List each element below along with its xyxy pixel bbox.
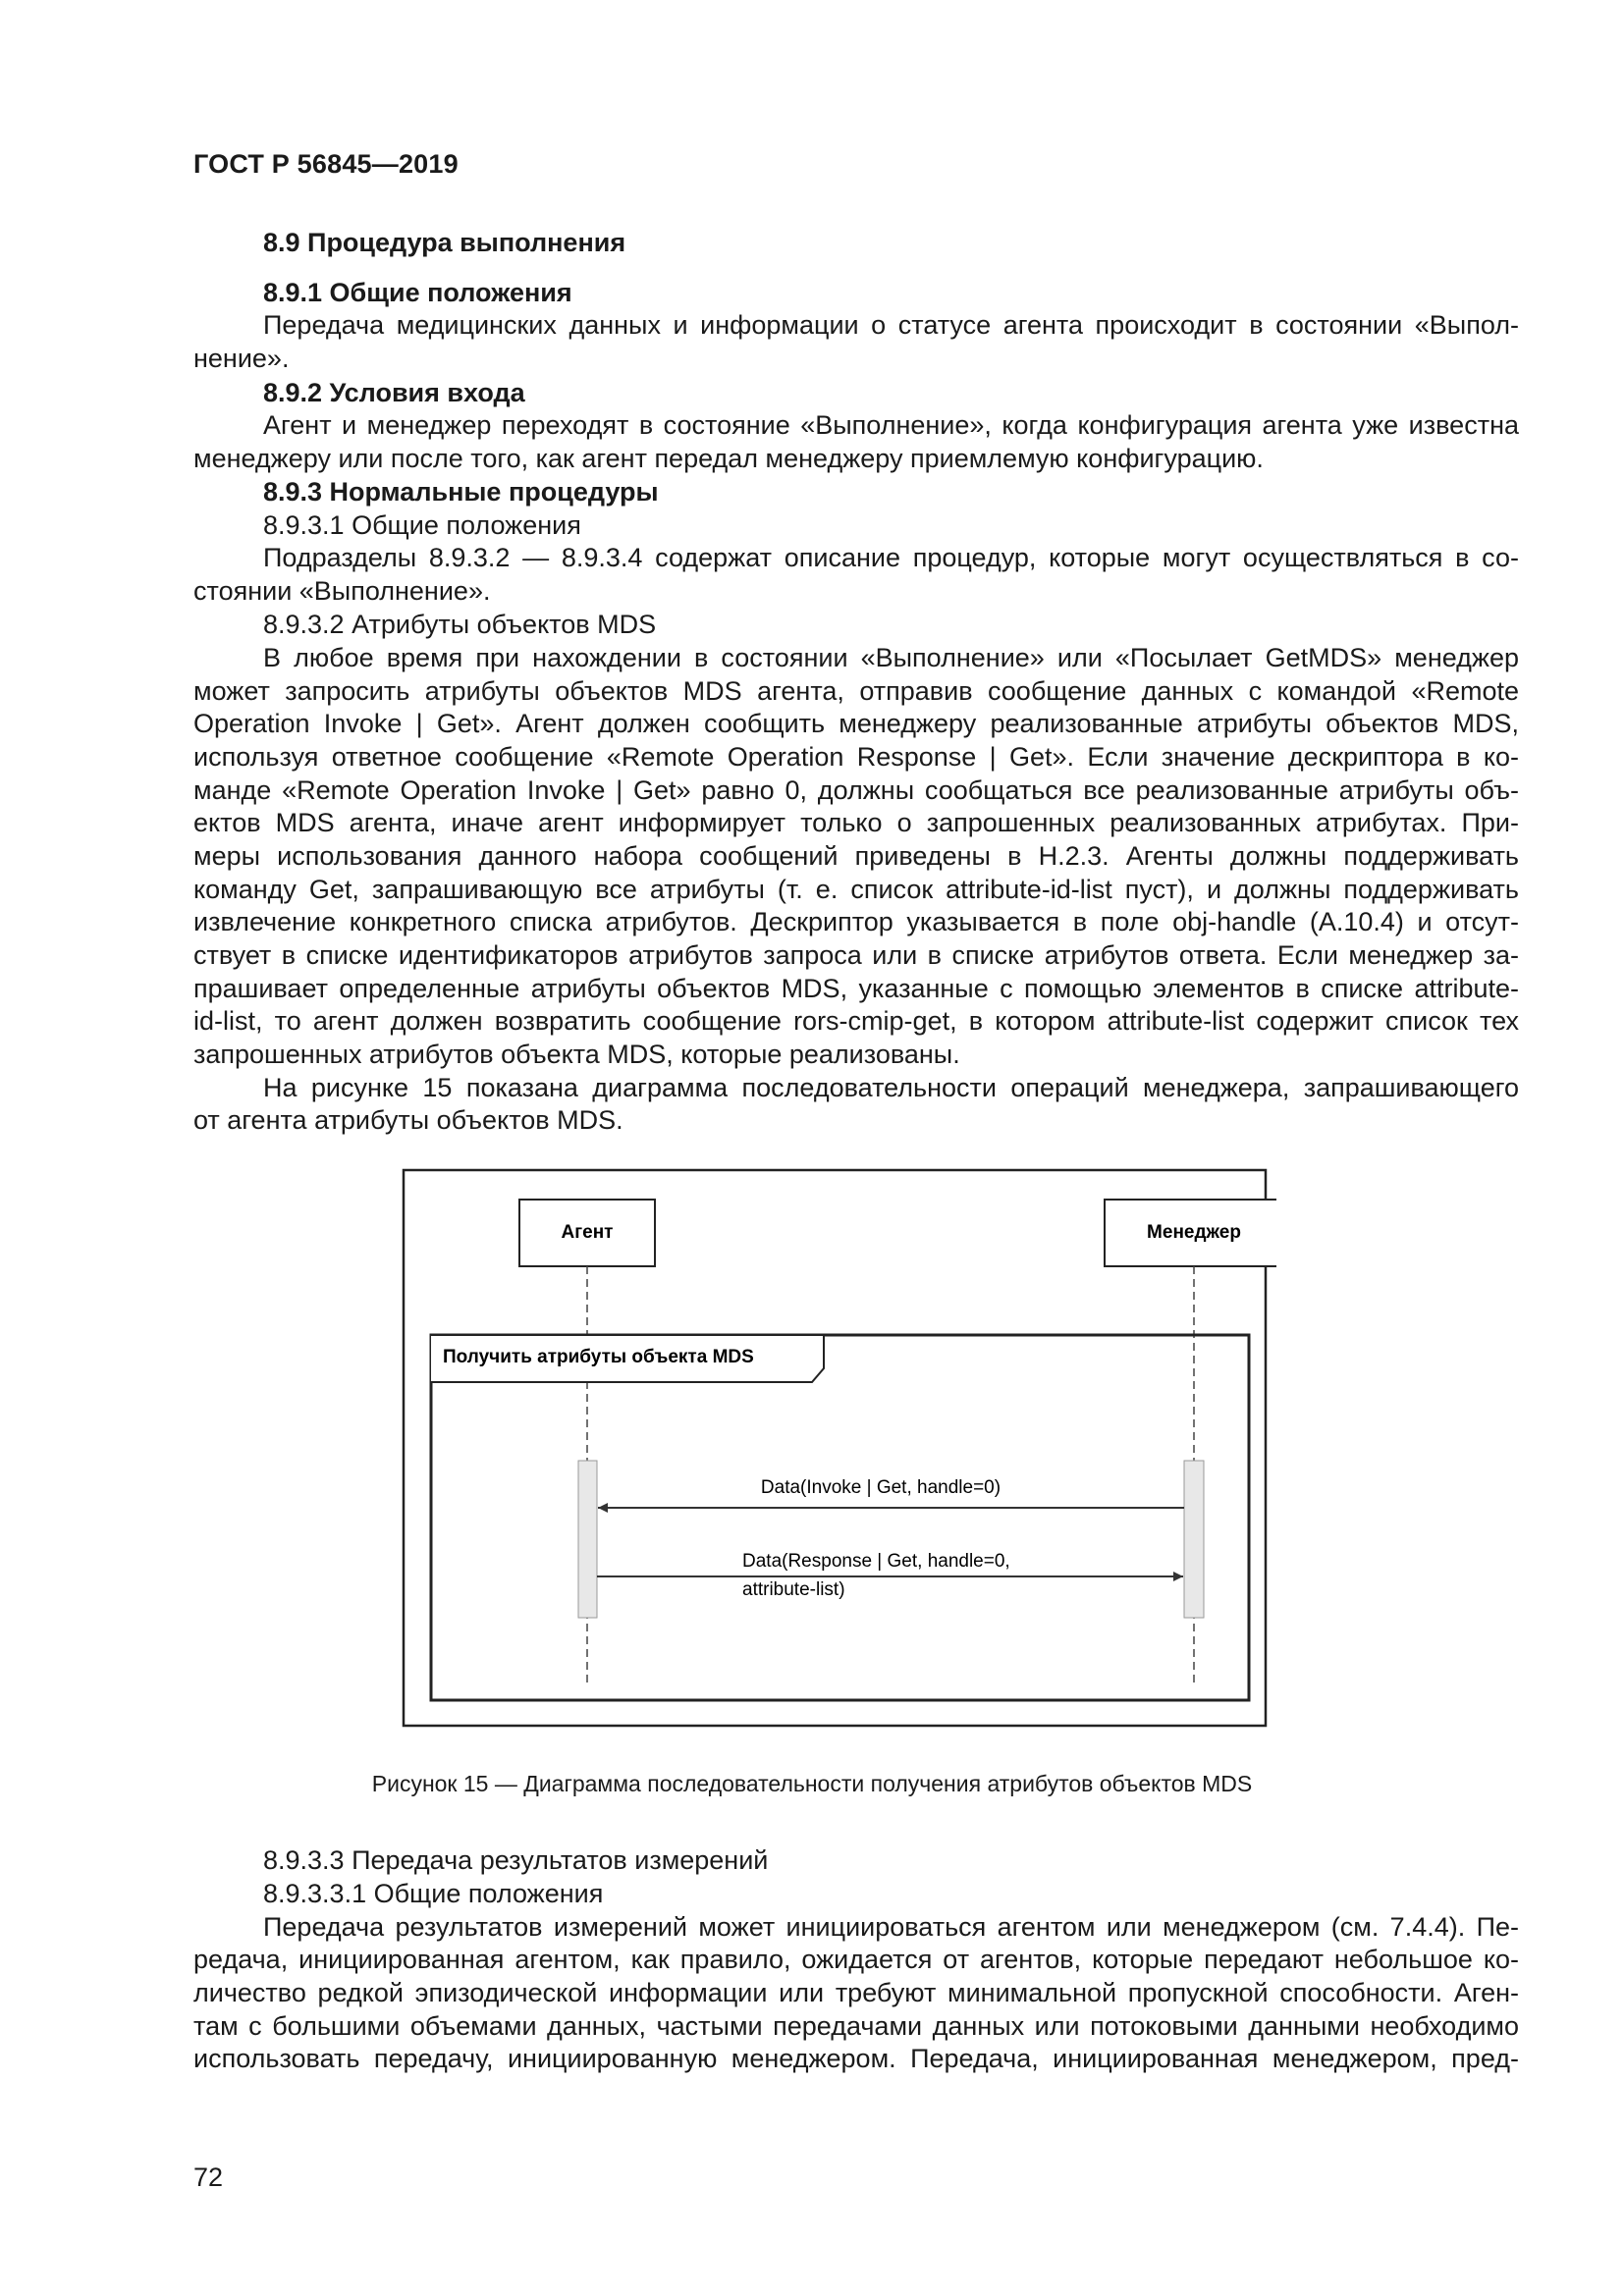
section-heading-8-9: 8.9 Процедура выполнения (263, 228, 626, 257)
manager-label: Менеджер (1147, 1222, 1241, 1244)
paragraph-line: от агента атрибуты объектов MDS. (193, 1105, 623, 1135)
paragraph-line: В любое время при нахождении в состоянии «Выполнение» или «Посылает GetMDS» менеджер (263, 643, 1519, 672)
paragraph-line: На рисунке 15 показана диаграмма последовательности операций менеджера, запрашивающего (263, 1073, 1519, 1102)
message-label-invoke-get: Data(Invoke | Get, handle=0) (760, 1477, 1001, 1498)
page-number: 72 (193, 2163, 224, 2192)
manager-activation-bar (1184, 1461, 1204, 1618)
paragraph-line: стоянии «Выполнение». (193, 576, 491, 606)
message-label-response-get-line1: Data(Response | Get, handle=0, (742, 1551, 1010, 1572)
paragraph-line: запрошенных атрибутов объекта MDS, которые реализованы. (193, 1040, 960, 1069)
agent-label: Агент (561, 1222, 614, 1244)
paragraph-line: редача, инициированная агентом, как правило, ожидается от агентов, которые передают небольшое ко- (193, 1945, 1519, 1974)
figure-caption: Рисунок 15 — Диаграмма последовательности получения атрибутов объектов MDS (371, 1771, 1253, 1796)
paragraph-line: Агент и менеджер переходят в состояние «Выполнение», когда конфигурация агента уже известна (263, 410, 1519, 440)
paragraph-line: id-list, то агент должен возвратить сообщение rors-cmip-get, в котором attribute-list содержит список тех (193, 1006, 1519, 1036)
sequence-diagram (393, 1158, 1276, 1747)
fragment-frame (431, 1335, 1249, 1700)
message-label-response-get-line2: attribute-list) (742, 1579, 845, 1600)
section-heading-8-9-3: 8.9.3 Нормальные процедуры (263, 477, 659, 507)
fragment-label: Получить атрибуты объекта MDS (443, 1347, 754, 1367)
paragraph-line: менеджеру или после того, как агент передал менеджеру приемлемую конфигурацию. (193, 444, 1264, 473)
paragraph-line: меры использования данного набора сообщений приведены в Н.2.3. Агенты должны поддерживать (193, 841, 1519, 871)
subsection-heading-8-9-3-3-1: 8.9.3.3.1 Общие положения (263, 1879, 604, 1908)
paragraph-line: Передача результатов измерений может инициироваться агентом или менеджером (см. 7.4.4). Пе- (263, 1912, 1519, 1942)
document-header: ГОСТ Р 56845—2019 (193, 149, 459, 179)
paragraph-line: ектов MDS агента, иначе агент информирует только о запрошенных реализованных атрибутах. При- (193, 808, 1519, 837)
paragraph-line: Operation Invoke | Get». Агент должен сообщить менеджеру реализованные атрибуты объектов MDS, (193, 709, 1519, 738)
agent-activation-bar (578, 1461, 597, 1618)
subsection-heading-8-9-3-2: 8.9.3.2 Атрибуты объектов MDS (263, 610, 657, 639)
paragraph-line: используя ответное сообщение «Remote Operation Response | Get». Если значение дескриптора в ко- (193, 742, 1519, 772)
paragraph-line: там с большими объемами данных, частыми передачами данных или потоковыми данными необходимо (193, 2011, 1519, 2041)
paragraph-line: нение». (193, 344, 290, 373)
paragraph-line: Передача медицинских данных и информации о статусе агента происходит в состоянии «Выпол- (263, 310, 1519, 340)
paragraph-line: ствует в списке идентификаторов атрибутов запроса или в списке атрибутов ответа. Если менеджер за- (193, 940, 1519, 970)
paragraph-line: прашивает определенные атрибуты объектов MDS, указанные с помощью элементов в списке attribute- (193, 974, 1519, 1003)
subsection-heading-8-9-3-1: 8.9.3.1 Общие положения (263, 510, 581, 540)
paragraph-line: использовать передачу, инициированную менеджером. Передача, инициированная менеджером, пред- (193, 2044, 1519, 2073)
paragraph-line: извлечение конкретного списка атрибутов. Дескриптор указывается в поле obj-handle (A.10.4) и отсут- (193, 907, 1519, 936)
paragraph-line: личество редкой эпизодической информации или требуют минимальной пропускной способности. Аген- (193, 1978, 1519, 2007)
section-heading-8-9-2: 8.9.2 Условия входа (263, 378, 525, 407)
paragraph-line: Подразделы 8.9.3.2 — 8.9.3.4 содержат описание процедур, которые могут осуществляться в со- (263, 543, 1519, 572)
paragraph-line: команду Get, запрашивающую все атрибуты (т. е. список attribute-id-list пуст), и должны поддерживать (193, 875, 1519, 904)
paragraph-line: может запросить атрибуты объектов MDS агента, отправив сообщение данных с командой «Remote (193, 676, 1519, 706)
subsection-heading-8-9-3-3: 8.9.3.3 Передача результатов измерений (263, 1845, 769, 1875)
section-heading-8-9-1: 8.9.1 Общие положения (263, 278, 572, 307)
paragraph-line: манде «Remote Operation Invoke | Get» равно 0, должны сообщаться все реализованные атрибуты объ- (193, 775, 1519, 805)
